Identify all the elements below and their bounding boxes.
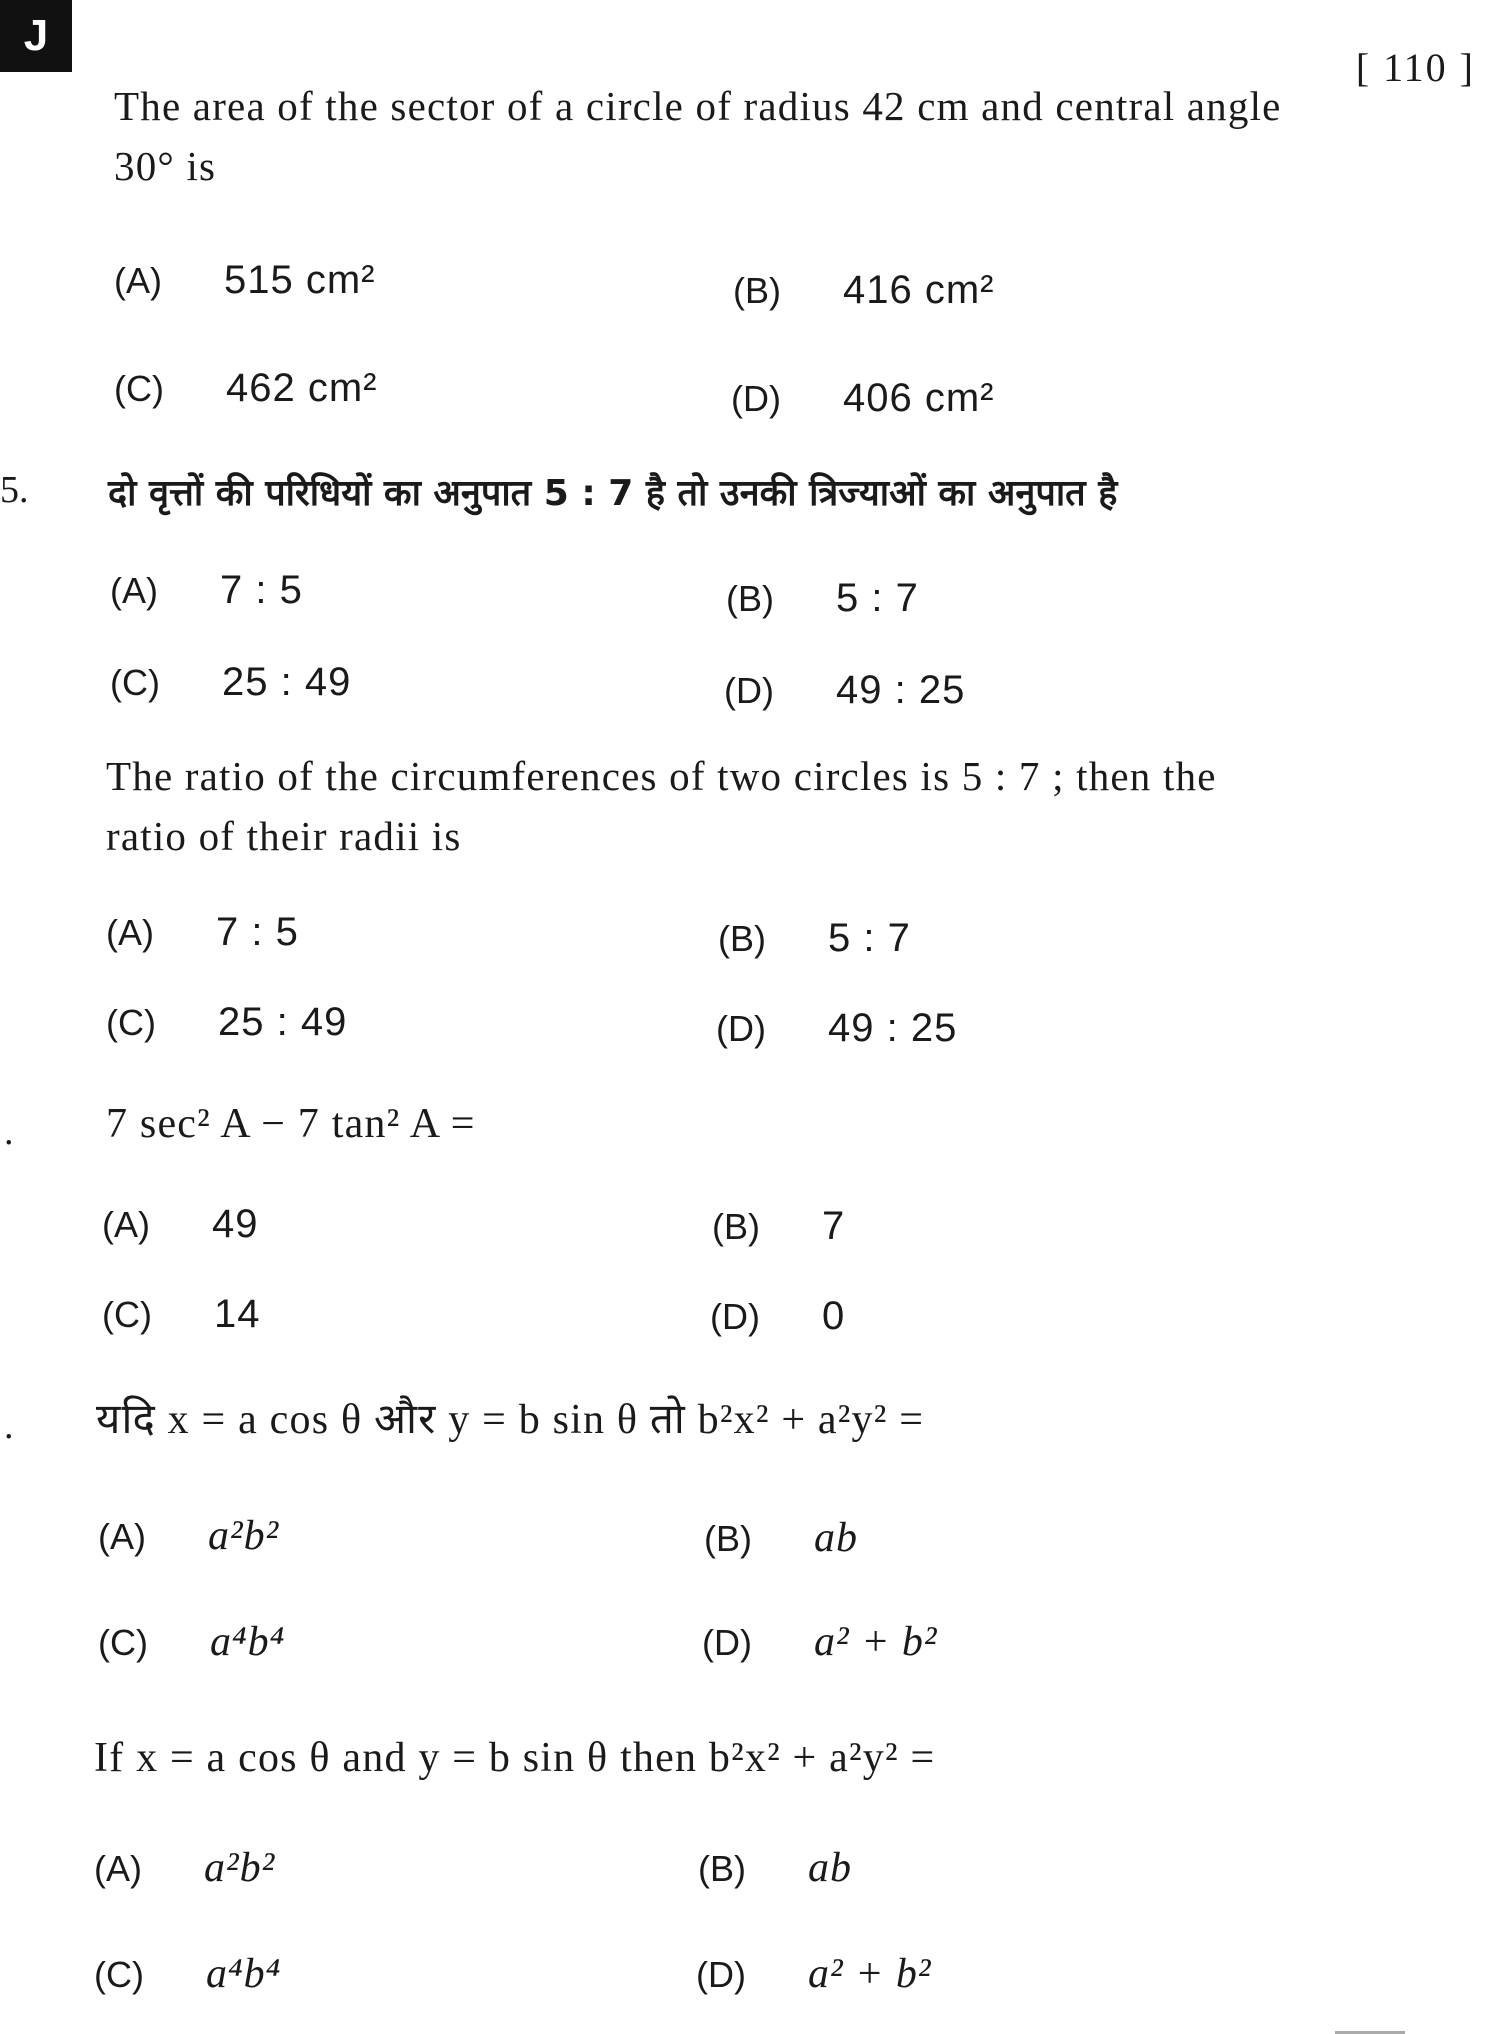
- option-value: 462 cm²: [225, 366, 378, 410]
- option-label: (C): [110, 662, 160, 703]
- option-label: (A): [114, 260, 162, 301]
- stem-line: ratio of their radii is: [106, 813, 462, 859]
- option-value: ab: [808, 1845, 852, 1891]
- question-number: 5.: [0, 469, 29, 511]
- question-stem-sector-area: [114, 76, 1282, 196]
- option-label: (D): [724, 670, 774, 711]
- option-label: (B): [698, 1848, 746, 1889]
- question-stem-english-ratio: [106, 746, 1217, 866]
- option-value: 7: [822, 1204, 846, 1248]
- stem-line: 30° is: [114, 143, 217, 189]
- option-value: 416 cm²: [843, 268, 995, 312]
- set-code-badge: J: [0, 0, 72, 72]
- option-value: 25 : 49: [221, 660, 352, 704]
- option-value: 49 : 25: [835, 668, 966, 712]
- option-value: 515 cm²: [224, 258, 376, 302]
- option-value: a²b²: [204, 1845, 276, 1891]
- option-a[interactable]: [106, 910, 299, 955]
- option-label: (A): [102, 1204, 150, 1245]
- option-label: (C): [114, 368, 164, 409]
- option-label: (A): [106, 912, 154, 953]
- option-d[interactable]: [702, 1618, 938, 1666]
- option-a[interactable]: [110, 568, 303, 613]
- option-value: 5 : 7: [836, 576, 919, 620]
- option-value: 0: [821, 1294, 846, 1338]
- option-label: (C): [94, 1954, 144, 1995]
- option-b[interactable]: [712, 1204, 845, 1249]
- option-value: 49: [212, 1202, 259, 1246]
- option-b[interactable]: [733, 268, 995, 313]
- option-value: 25 : 49: [217, 1000, 348, 1044]
- option-a[interactable]: [94, 1844, 275, 1892]
- option-label: (B): [712, 1206, 760, 1247]
- option-label: (B): [704, 1518, 752, 1559]
- option-value: a⁴b⁴: [205, 1951, 282, 1997]
- option-value: a²b²: [208, 1513, 280, 1559]
- option-d[interactable]: [696, 1950, 932, 1998]
- option-label: (B): [718, 918, 766, 959]
- option-b[interactable]: [704, 1514, 858, 1562]
- option-label: (D): [710, 1296, 760, 1337]
- option-label: (D): [716, 1008, 766, 1049]
- question-number: .: [4, 1111, 14, 1153]
- question-stem-trig-identity: 7 sec² A − 7 tan² A =: [106, 1101, 476, 1147]
- option-label: (D): [702, 1622, 752, 1663]
- option-label: (A): [110, 570, 158, 611]
- question-number: .: [4, 1405, 14, 1447]
- option-c[interactable]: [94, 1950, 281, 1998]
- option-value: ab: [814, 1515, 858, 1561]
- option-label: (C): [98, 1622, 148, 1663]
- stem-line: The ratio of the circumferences of two circles is 5 : 7 ; then the: [106, 753, 1217, 799]
- stem-line: The area of the sector of a circle of radius 42 cm and central angle: [114, 83, 1282, 129]
- option-c[interactable]: [114, 366, 377, 411]
- option-value: a² + b²: [807, 1951, 932, 1997]
- question-stem-english-parametric: If x = a cos θ and y = b sin θ then b²x² + a²y² =: [94, 1735, 936, 1781]
- option-b[interactable]: [718, 916, 911, 961]
- option-value: 49 : 25: [827, 1006, 958, 1050]
- option-value: 14: [213, 1292, 261, 1336]
- question-stem-hindi-ratio: दो वृत्तों की परिधियों का अनुपात 5 : 7 है तो उनकी त्रिज्याओं का अनुपात है: [108, 473, 1118, 514]
- option-d[interactable]: [710, 1294, 845, 1339]
- option-c[interactable]: [98, 1618, 285, 1666]
- option-label: (D): [731, 378, 781, 419]
- page-number: [ 110 ]: [1355, 45, 1475, 90]
- option-value: a² + b²: [813, 1619, 938, 1665]
- question-stem-hindi-parametric: यदि x = a cos θ और y = b sin θ तो b²x² + a²y² =: [96, 1397, 925, 1443]
- option-c[interactable]: [110, 660, 351, 705]
- option-value: 5 : 7: [828, 916, 911, 960]
- option-a[interactable]: [98, 1512, 279, 1560]
- option-d[interactable]: [731, 376, 994, 421]
- option-c[interactable]: [106, 1000, 347, 1045]
- option-b[interactable]: [726, 576, 919, 621]
- option-value: 7 : 5: [220, 568, 303, 612]
- option-label: (C): [102, 1294, 152, 1335]
- option-label: (A): [98, 1516, 146, 1557]
- option-value: a⁴b⁴: [209, 1619, 286, 1665]
- option-d[interactable]: [724, 668, 965, 713]
- option-value: 7 : 5: [216, 910, 299, 954]
- option-a[interactable]: [102, 1202, 259, 1247]
- option-label: (B): [733, 270, 781, 311]
- option-label: (D): [696, 1954, 746, 1995]
- option-label: (B): [726, 578, 774, 619]
- option-label: (A): [94, 1848, 142, 1889]
- option-d[interactable]: [716, 1006, 957, 1051]
- option-label: (C): [106, 1002, 156, 1043]
- option-value: 406 cm²: [842, 376, 995, 420]
- option-a[interactable]: [114, 258, 376, 303]
- option-c[interactable]: [102, 1292, 260, 1337]
- option-b[interactable]: [698, 1844, 852, 1892]
